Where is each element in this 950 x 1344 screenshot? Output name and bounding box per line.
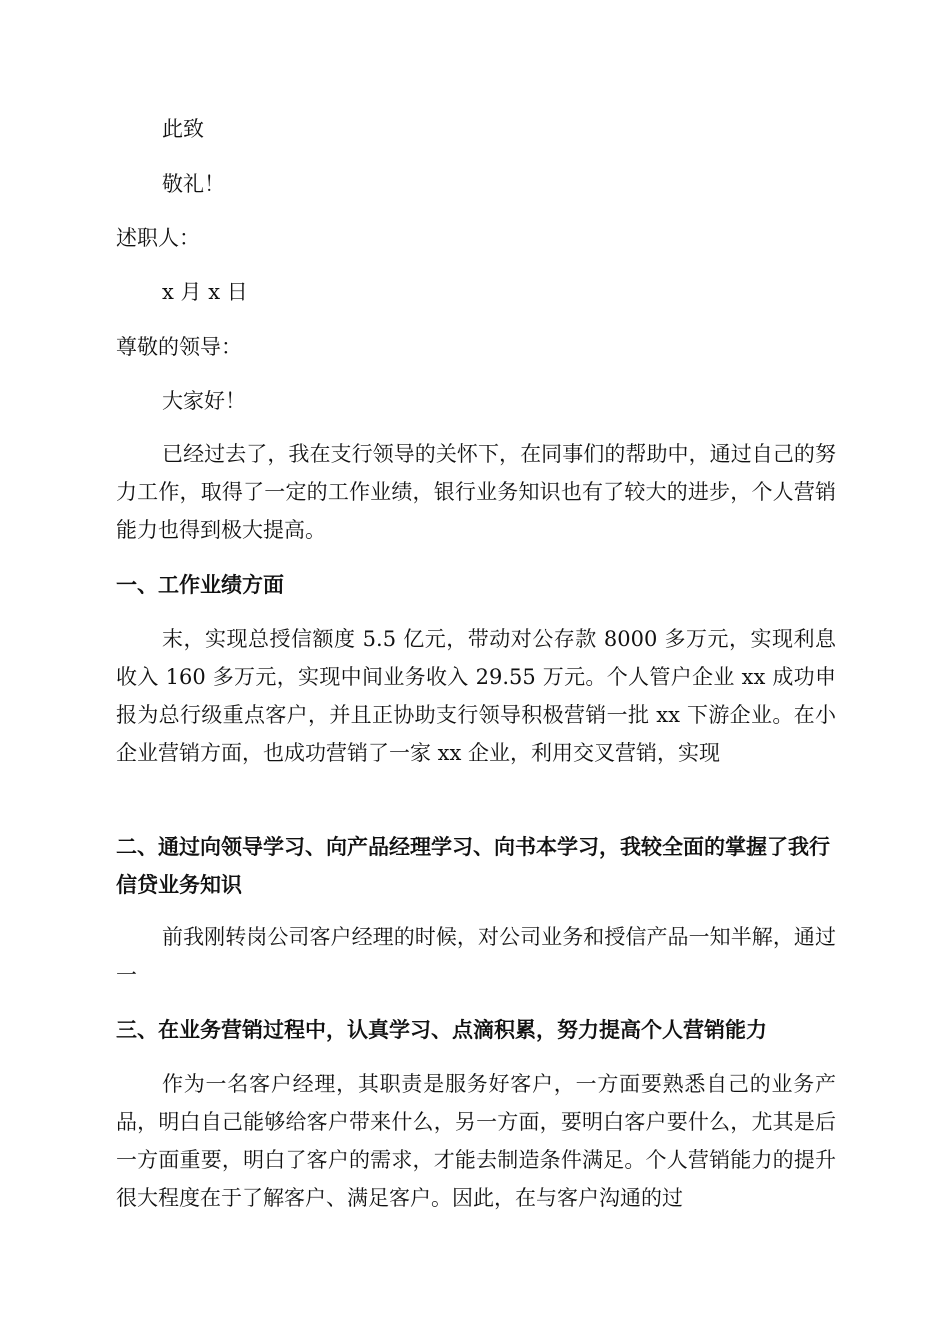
section-1-body: 末，实现总授信额度 5.5 亿元，带动对公存款 8000 多万元，实现利息收入 160 多万元，实现中间业务收入 29.55 万元。个人管户企业 xx 成功申报为总行级重点客户，并且正协助支行领导积极营销一批 xx 下游企业。在小企业营销方面，也成功营销了一家 xx 企业，利用交叉营销，实现: [116, 627, 836, 765]
section-3-heading: 三、在业务营销过程中，认真学习、点滴积累，努力提高个人营销能力: [116, 1017, 767, 1042]
closing-jingli: 敬礼！: [162, 172, 225, 196]
section-1-heading: 一、工作业绩方面: [116, 572, 284, 597]
closing-cizhi: 此致: [162, 117, 204, 141]
intro-paragraph: 已经过去了，我在支行领导的关怀下，在同事们的帮助中，通过自己的努力工作，取得了一定的工作业绩，银行业务知识也有了较大的进步，个人营销能力也得到极大提高。: [116, 442, 836, 542]
greeting-hello: 大家好！: [162, 389, 246, 413]
section-3-body: 作为一名客户经理，其职责是服务好客户，一方面要熟悉自己的业务产品，明白自己能够给客户带来什么，另一方面，要明白客户要什么，尤其是后一方面重要，明白了客户的需求，才能去制造条件满足。个人营销能力的提升很大程度在于了解客户、满足客户。因此，在与客户沟通的过: [116, 1072, 836, 1210]
closing-shuzhiren: 述职人：: [116, 226, 200, 250]
closing-date: x 月 x 日: [162, 280, 248, 304]
section-2-heading: 二、通过向领导学习、向产品经理学习、向书本学习，我较全面的掌握了我行信贷业务知识: [116, 834, 830, 897]
greeting-salutation: 尊敬的领导：: [116, 335, 242, 359]
section-2-body: 前我刚转岗公司客户经理的时候，对公司业务和授信产品一知半解，通过一: [116, 925, 836, 987]
